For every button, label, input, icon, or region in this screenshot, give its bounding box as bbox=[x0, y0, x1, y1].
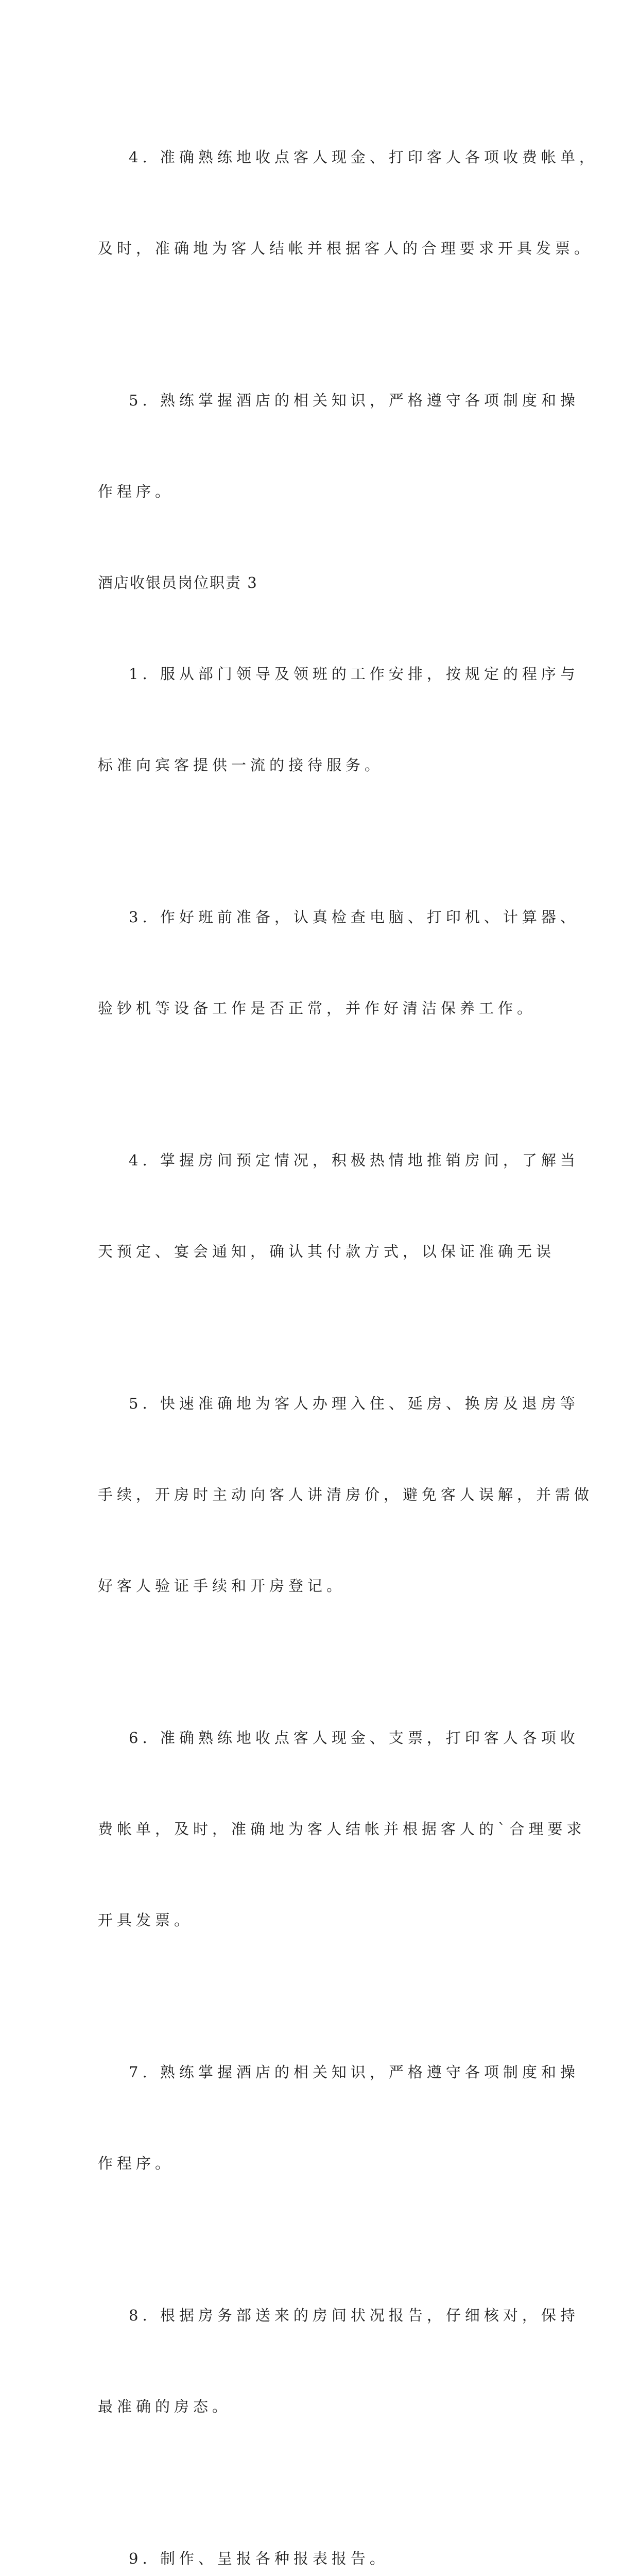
duty-item-4 bbox=[98, 1084, 579, 1328]
paragraph-line: 5. 熟练掌握酒店的相关知识，严格遵守各项制度和操 bbox=[129, 392, 579, 409]
paragraph-line: 8. 根据房务部送来的房间状况报告，仔细核对，保持 bbox=[129, 2307, 579, 2324]
section-heading: 酒店收银员岗位职责 3 bbox=[98, 574, 258, 591]
duty-item-1 bbox=[98, 598, 579, 841]
paragraph-line: 标准向宾客提供一流的接待服务。 bbox=[98, 756, 384, 774]
duty-item-7 bbox=[98, 1996, 579, 2240]
paragraph-line: 开具发票。 bbox=[98, 1911, 194, 1929]
paragraph-line: 好客人验证手续和开房登记。 bbox=[98, 1577, 346, 1595]
paragraph-line: 7. 熟练掌握酒店的相关知识，严格遵守各项制度和操 bbox=[129, 2063, 579, 2081]
paragraph-line: 手续，开房时主动向客人讲清房价，避免客人误解，并需做 bbox=[98, 1486, 594, 1503]
paragraph-line: 及时，准确地为客人结帐并根据客人的合理要求开具发票。 bbox=[98, 240, 594, 257]
paragraph-line: 作程序。 bbox=[98, 2155, 175, 2172]
paragraph-line: 6. 准确熟练地收点客人现金、支票，打印客人各项收 bbox=[129, 1729, 579, 1747]
paragraph-line: 费帐单，及时，准确地为客人结帐并根据客人的`合理要求 bbox=[98, 1820, 586, 1838]
paragraph-line: 4. 掌握房间预定情况，积极热情地推销房间，了解当 bbox=[129, 1151, 579, 1169]
paragraph-line: 最准确的房态。 bbox=[98, 2398, 232, 2415]
paragraph-item-4 bbox=[98, 81, 598, 325]
duty-item-3 bbox=[98, 841, 579, 1084]
paragraph-line: 9. 制作、呈报各种报表报告。 bbox=[129, 2550, 389, 2567]
paragraph-line: 作程序。 bbox=[98, 483, 175, 500]
duty-item-8 bbox=[98, 2240, 579, 2483]
paragraph-line: 5. 快速准确地为客人办理入住、延房、换房及退房等 bbox=[129, 1395, 579, 1412]
paragraph-line: 3. 作好班前准备，认真检查电脑、打印机、计算器、 bbox=[129, 908, 579, 926]
paragraph-item-5 bbox=[98, 325, 579, 568]
duty-item-9 bbox=[98, 2483, 551, 2576]
duty-item-6 bbox=[98, 1662, 586, 1996]
duty-item-5 bbox=[98, 1328, 594, 1662]
paragraph-line: 4. 准确熟练地收点客人现金、打印客人各项收费帐单， bbox=[129, 148, 598, 166]
paragraph-line: 天预定、宴会通知，确认其付款方式，以保证准确无误 bbox=[98, 1243, 556, 1260]
document-body bbox=[98, 81, 598, 2576]
paragraph-line: 1. 服从部门领导及领班的工作安排，按规定的程序与 bbox=[129, 665, 579, 683]
paragraph-line: 验钞机等设备工作是否正常，并作好清洁保养工作。 bbox=[98, 999, 537, 1017]
